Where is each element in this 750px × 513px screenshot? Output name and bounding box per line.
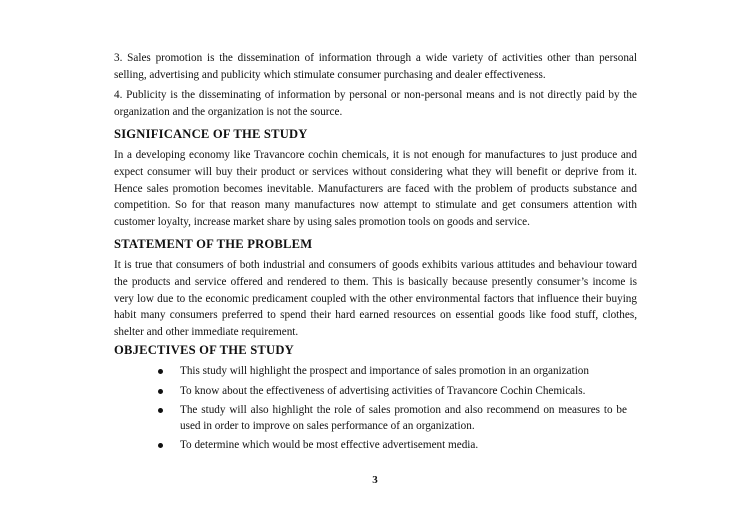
objective-text: The study will also highlight the role of sales promotion and also recommend on measures to be used in order to improve on sales performance of an organization. xyxy=(180,403,627,432)
list-item xyxy=(158,437,627,453)
bullet-icon xyxy=(158,443,163,448)
list-item xyxy=(158,363,627,379)
heading-statement-of-problem: STATEMENT OF THE PROBLEM xyxy=(114,237,313,252)
list-item xyxy=(158,402,627,434)
paragraph-significance: In a developing economy like Travancore cochin chemicals, it is not enough for manufactures to just produce and expect consumer will buy their product or services without considering what they will benefit or deprive from it. Hence sales promotion becomes inevitable. Manufacturers are faced with the problem of products substance and competition. So for that reason many manufactures now attempt to stimulate and get consumers attention with customer loyalty, increase market share by using sales promotion tools on goods and service. xyxy=(114,149,637,228)
paragraph-sales-promotion-definition: 3. Sales promotion is the dissemination of information through a wide variety of activities other than personal selling, advertising and publicity which stimulate consumer purchasing and dealer effectiveness. xyxy=(114,52,637,81)
objective-text: To know about the effectiveness of advertising activities of Travancore Cochin Chemicals. xyxy=(180,384,586,397)
objective-text: This study will highlight the prospect and importance of sales promotion in an organization xyxy=(180,365,589,378)
page-number: 3 xyxy=(372,474,378,486)
bullet-icon xyxy=(158,408,163,413)
objective-text: To determine which would be most effective advertisement media. xyxy=(180,439,479,452)
objectives-list xyxy=(114,363,637,453)
list-item xyxy=(158,383,627,399)
bullet-icon xyxy=(158,389,163,394)
paragraph-publicity-definition: 4. Publicity is the disseminating of information by personal or non-personal means and is not directly paid by the organization and the organization is not the source. xyxy=(114,89,637,118)
heading-significance: SIGNIFICANCE OF THE STUDY xyxy=(114,127,308,142)
bullet-icon xyxy=(158,369,163,374)
paragraph-statement-of-problem: It is true that consumers of both industrial and consumers of goods exhibits various attitudes and behaviour toward the products and service offered and rendered to them. This is basically because presently consumer’s income is very low due to the economic predicament coupled with the other environmental factors that influence their buying habit many consumers preferred to spend their hard earned resources on essential goods like food stuff, clothes, shelter and other immediate requirement. xyxy=(114,259,637,338)
heading-objectives: OBJECTIVES OF THE STUDY xyxy=(114,343,294,358)
